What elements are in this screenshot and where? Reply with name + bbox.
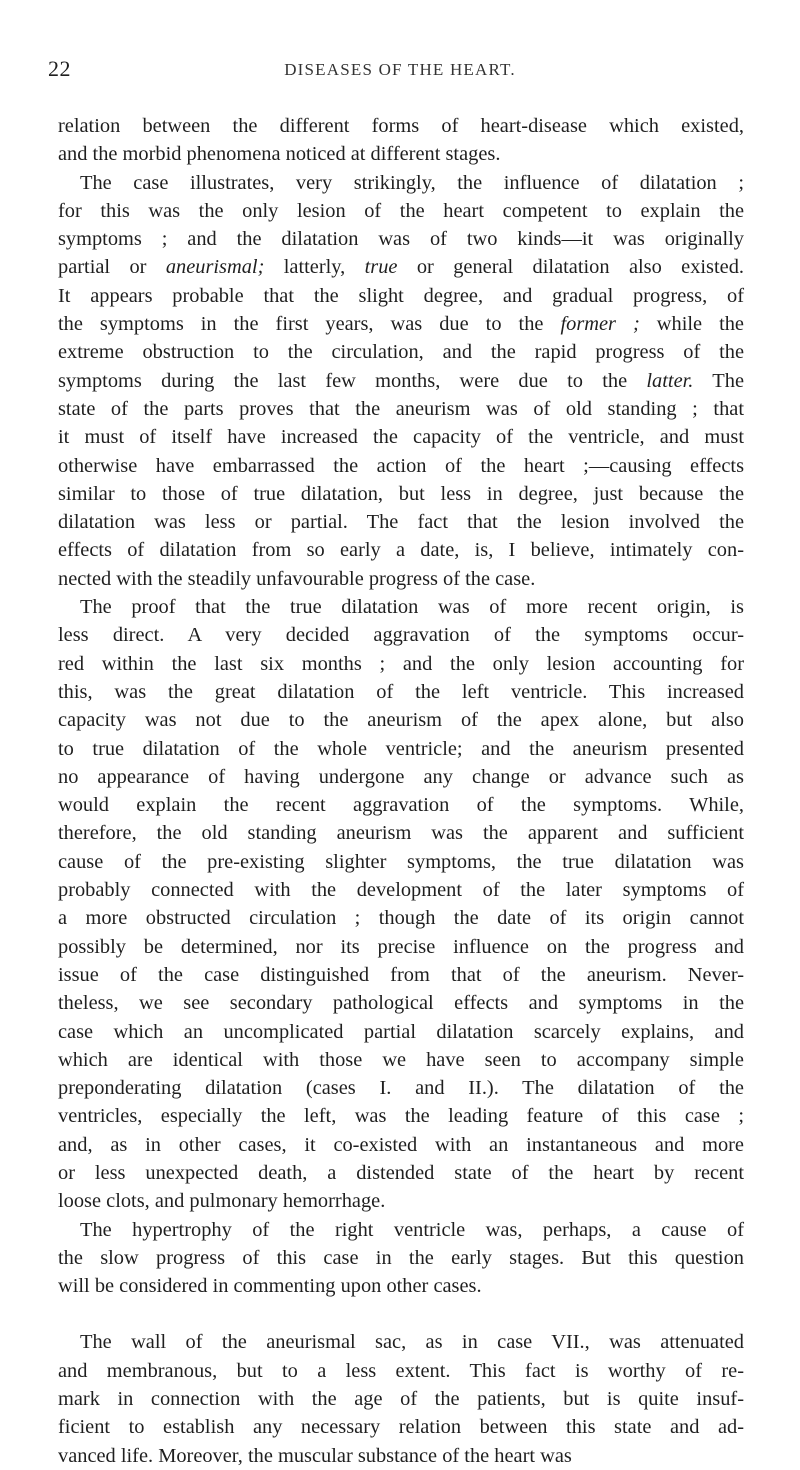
text-line: case which an uncomplicated partial dilatation scarcely explains, and — [58, 1020, 744, 1043]
text-line: and membranous, but to a less extent. This fact is worthy of re- — [58, 1359, 744, 1382]
text-line: it must of itself have increased the capacity of the ventricle, and must — [58, 426, 744, 449]
italic-term: latter. — [646, 369, 694, 392]
text-line: this, was the great dilatation of the left ventricle. This increased — [58, 680, 744, 703]
text-line: therefore, the old standing aneurism was the apparent and sufficient — [58, 822, 744, 845]
text-line: symptoms ; and the dilatation was of two kinds—it was originally — [58, 228, 744, 251]
text-line: relation between the different forms of heart-disease which existed, — [58, 115, 744, 137]
text-line: red within the last six months ; and the only lesion accounting for — [58, 652, 744, 675]
text-line: less direct. A very decided aggravation of the symptoms occur- — [58, 624, 744, 647]
text-line: issue of the case distinguished from that of the aneurism. Never- — [58, 963, 744, 986]
running-head — [48, 56, 752, 88]
body-text — [58, 112, 744, 1470]
text-line: would explain the recent aggravation of the symptoms. While, — [58, 794, 744, 817]
italic-term: true — [364, 256, 398, 279]
text-line: preponderating dilatation (cases I. and II.). The dilatation of the — [58, 1077, 744, 1100]
text-line: The case illustrates, very strikingly, the influence of dilatation ; — [80, 171, 744, 194]
text-line: It appears probable that the slight degree, and gradual progress, of — [58, 284, 744, 307]
text-line: or less unexpected death, a distended state of the heart by recent — [58, 1161, 744, 1184]
text-line: ficient to establish any necessary relation between this state and ad- — [58, 1416, 744, 1439]
italic-term: former ; — [560, 313, 640, 336]
text-line: state of the parts proves that the aneurism was of old standing ; that — [58, 397, 744, 420]
text-line: the slow progress of this case in the early stages. But this question — [58, 1246, 744, 1269]
text-line: and the morbid phenomena noticed at different stages. — [58, 143, 501, 166]
text-line: otherwise have embarrassed the action of the heart ;—causing effects — [58, 454, 744, 477]
text-line: vanced life. Moreover, the muscular substance of the heart was — [58, 1444, 572, 1467]
italic-term: aneurismal; — [165, 256, 265, 279]
text-line: mark in connection with the age of the patients, but is quite insuf- — [58, 1388, 744, 1411]
text-line: partial or aneurismal; latterly, true or general dilatation also existed. — [58, 256, 745, 279]
text-line: will be considered in commenting upon other cases. — [58, 1275, 482, 1298]
text-line: and, as in other cases, it co-existed with an instantaneous and more — [58, 1133, 744, 1156]
text-line: similar to those of true dilatation, but less in degree, just because the — [58, 482, 744, 505]
text-line: loose clots, and pulmonary hemorrhage. — [58, 1190, 386, 1213]
text-line: capacity was not due to the aneurism of the apex alone, but also — [58, 709, 744, 732]
text-line: for this was the only lesion of the heart competent to explain the — [58, 199, 744, 222]
text-line: extreme obstruction to the circulation, and the rapid progress of the — [58, 341, 744, 364]
page-number: 22 — [48, 56, 71, 81]
text-line: to true dilatation of the whole ventricle; and the aneurism presented — [58, 737, 744, 760]
text-line: probably connected with the development of the later symptoms of — [58, 879, 744, 902]
text-line: the symptoms in the first years, was due to the former ; while the — [58, 313, 744, 336]
text-line: The hypertrophy of the right ventricle was, perhaps, a cause of — [80, 1218, 744, 1241]
text-line: effects of dilatation from so early a date, is, I believe, intimately con- — [58, 539, 744, 562]
text-line: possibly be determined, nor its precise influence on the progress and — [58, 935, 744, 958]
paragraph-break — [58, 1300, 744, 1328]
text-line: cause of the pre-existing slighter symptoms, the true dilatation was — [58, 850, 744, 873]
text-line: The wall of the aneurismal sac, as in case VII., was attenuated — [80, 1331, 744, 1354]
text-line: nected with the steadily unfavourable progress of the case. — [58, 567, 536, 590]
text-line: dilatation was less or partial. The fact that the lesion involved the — [58, 511, 744, 534]
text-line: ventricles, especially the left, was the leading feature of this case ; — [58, 1105, 744, 1128]
running-title: DISEASES OF THE HEART. — [284, 60, 516, 79]
text-line: which are identical with those we have seen to accompany simple — [58, 1048, 744, 1071]
text-line: a more obstructed circulation ; though the date of its origin cannot — [58, 907, 744, 930]
text-line: no appearance of having undergone any change or advance such as — [58, 765, 744, 788]
text-line: symptoms during the last few months, were due to the latter. The — [58, 369, 744, 392]
text-line: The proof that the true dilatation was of more recent origin, is — [80, 596, 744, 619]
text-line: theless, we see secondary pathological effects and symptoms in the — [58, 992, 744, 1015]
